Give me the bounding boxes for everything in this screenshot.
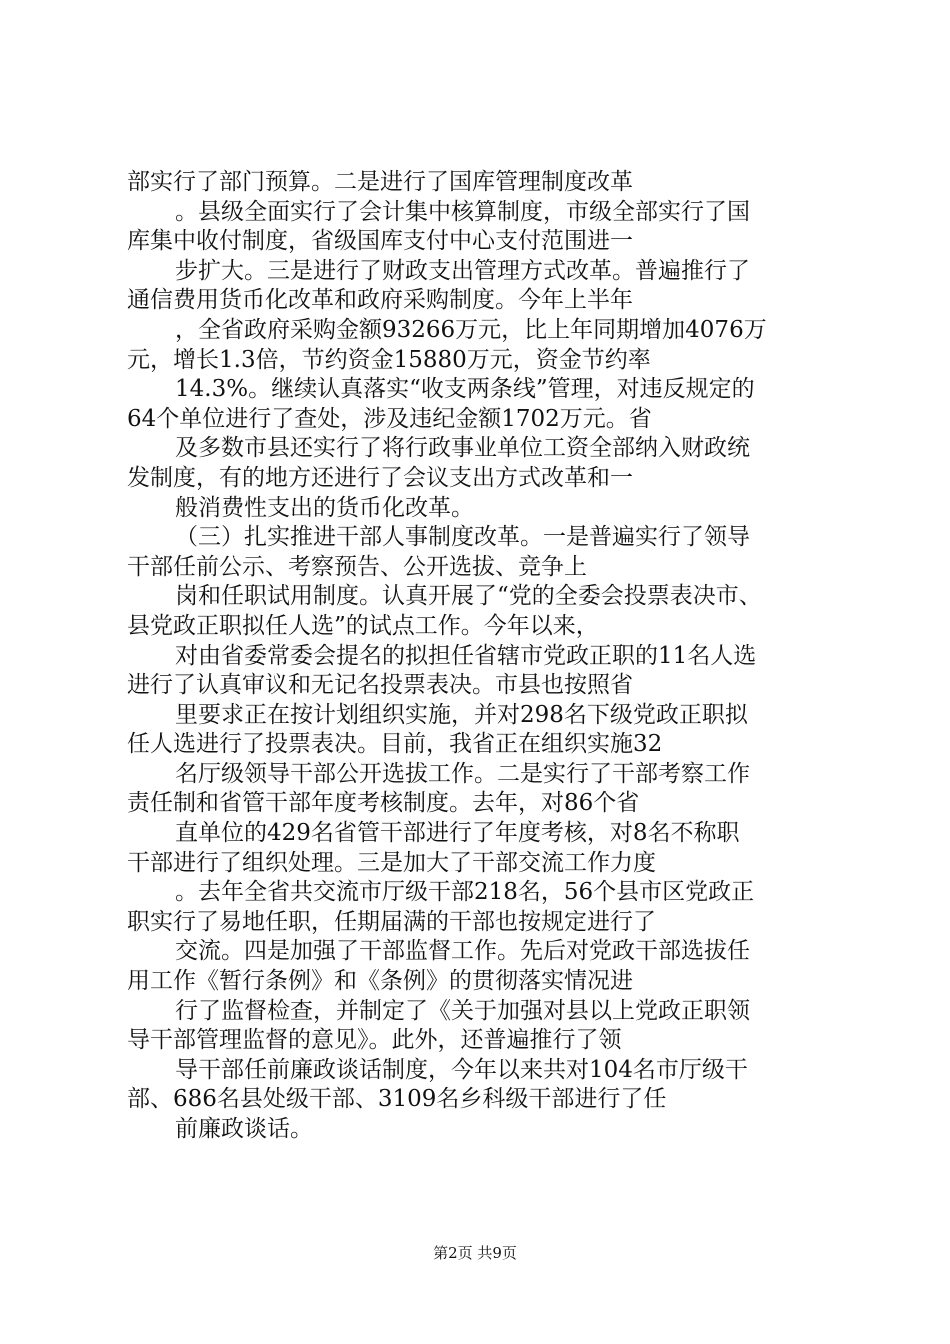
text-line: 导干部管理监督的意见》。此外，还普遍推行了领 [127, 1027, 622, 1054]
page-number-label: 第2页 共9页 [433, 1244, 517, 1262]
text-line: 元，增长1.3倍，节约资金15880万元，资金节约率 [127, 346, 651, 373]
text-line: 交流。四是加强了干部监督工作。先后对党政干部选拔任 [175, 938, 750, 965]
text-line: 干部任前公示、考察预告、公开选拔、竞争上 [127, 553, 587, 580]
text-line: 任人选进行了投票表决。目前，我省正在组织实施32 [127, 731, 663, 758]
text-line: 责任制和省管干部年度考核制度。去年，对86个省 [127, 790, 640, 817]
text-line: 般消费性支出的货币化改革。 [175, 494, 474, 521]
text-line: 前廉政谈话。 [175, 1116, 313, 1142]
text-line: 库集中收付制度，省级国库支付中心支付范围进一 [127, 228, 633, 255]
text-line: 部、686名县处级干部、3109名乡科级干部进行了任 [127, 1086, 667, 1113]
text-line: ，全省政府采购金额93266万元，比上年同期增加4076万 [175, 316, 767, 343]
text-line: 县党政正职拟任人选”的试点工作。今年以来， [127, 612, 599, 639]
text-line: 岗和任职试用制度。认真开展了“党的全委会投票表决市、 [175, 583, 762, 610]
text-line: 部实行了部门预算。二是进行了国库管理制度改革 [127, 169, 633, 195]
text-line: 里要求正在按计划组织实施，并对298名下级党政正职拟 [175, 701, 748, 728]
text-line: 行了监督检查，并制定了《关于加强对县以上党政正职领 [175, 997, 750, 1024]
text-line: 对由省委常委会提名的拟担任省辖市党政正职的11名人选 [175, 642, 757, 669]
text-line: 。去年全省共交流市厅级干部218名，56个县市区党政正 [175, 879, 755, 906]
text-line: 导干部任前廉政谈话制度，今年以来共对104名市厅级干 [175, 1056, 748, 1083]
text-line: 64个单位进行了查处，涉及违纪金额1702万元。省 [127, 405, 652, 432]
text-line: 通信费用货币化改革和政府采购制度。今年上半年 [127, 287, 633, 314]
text-line: （三）扎实推进干部人事制度改革。一是普遍实行了领导 [175, 524, 750, 551]
text-line: 步扩大。三是进行了财政支出管理方式改革。普遍推行了 [175, 257, 750, 284]
text-line: 及多数市县还实行了将行政事业单位工资全部纳入财政统 [175, 435, 750, 462]
text-line: 直单位的429名省管干部进行了年度考核，对8名不称职 [175, 820, 740, 847]
text-line: 干部进行了组织处理。三是加大了干部交流工作力度 [127, 849, 656, 876]
text-line: 名厅级领导干部公开选拔工作。二是实行了干部考察工作 [175, 760, 750, 787]
document-body [127, 168, 827, 1145]
text-line: 14.3%。继续认真落实“收支两条线”管理，对违反规定的 [175, 376, 755, 403]
text-line: 。县级全面实行了会计集中核算制度，市级全部实行了国 [175, 198, 750, 225]
text-line: 用工作《暂行条例》和《条例》的贯彻落实情况进 [127, 968, 633, 995]
text-line: 发制度，有的地方还进行了会议支出方式改革和一 [127, 464, 633, 491]
text-line: 进行了认真审议和无记名投票表决。市县也按照省 [127, 672, 633, 699]
page-footer [0, 1243, 950, 1263]
text-line: 职实行了易地任职，任期届满的干部也按规定进行了 [127, 908, 656, 935]
